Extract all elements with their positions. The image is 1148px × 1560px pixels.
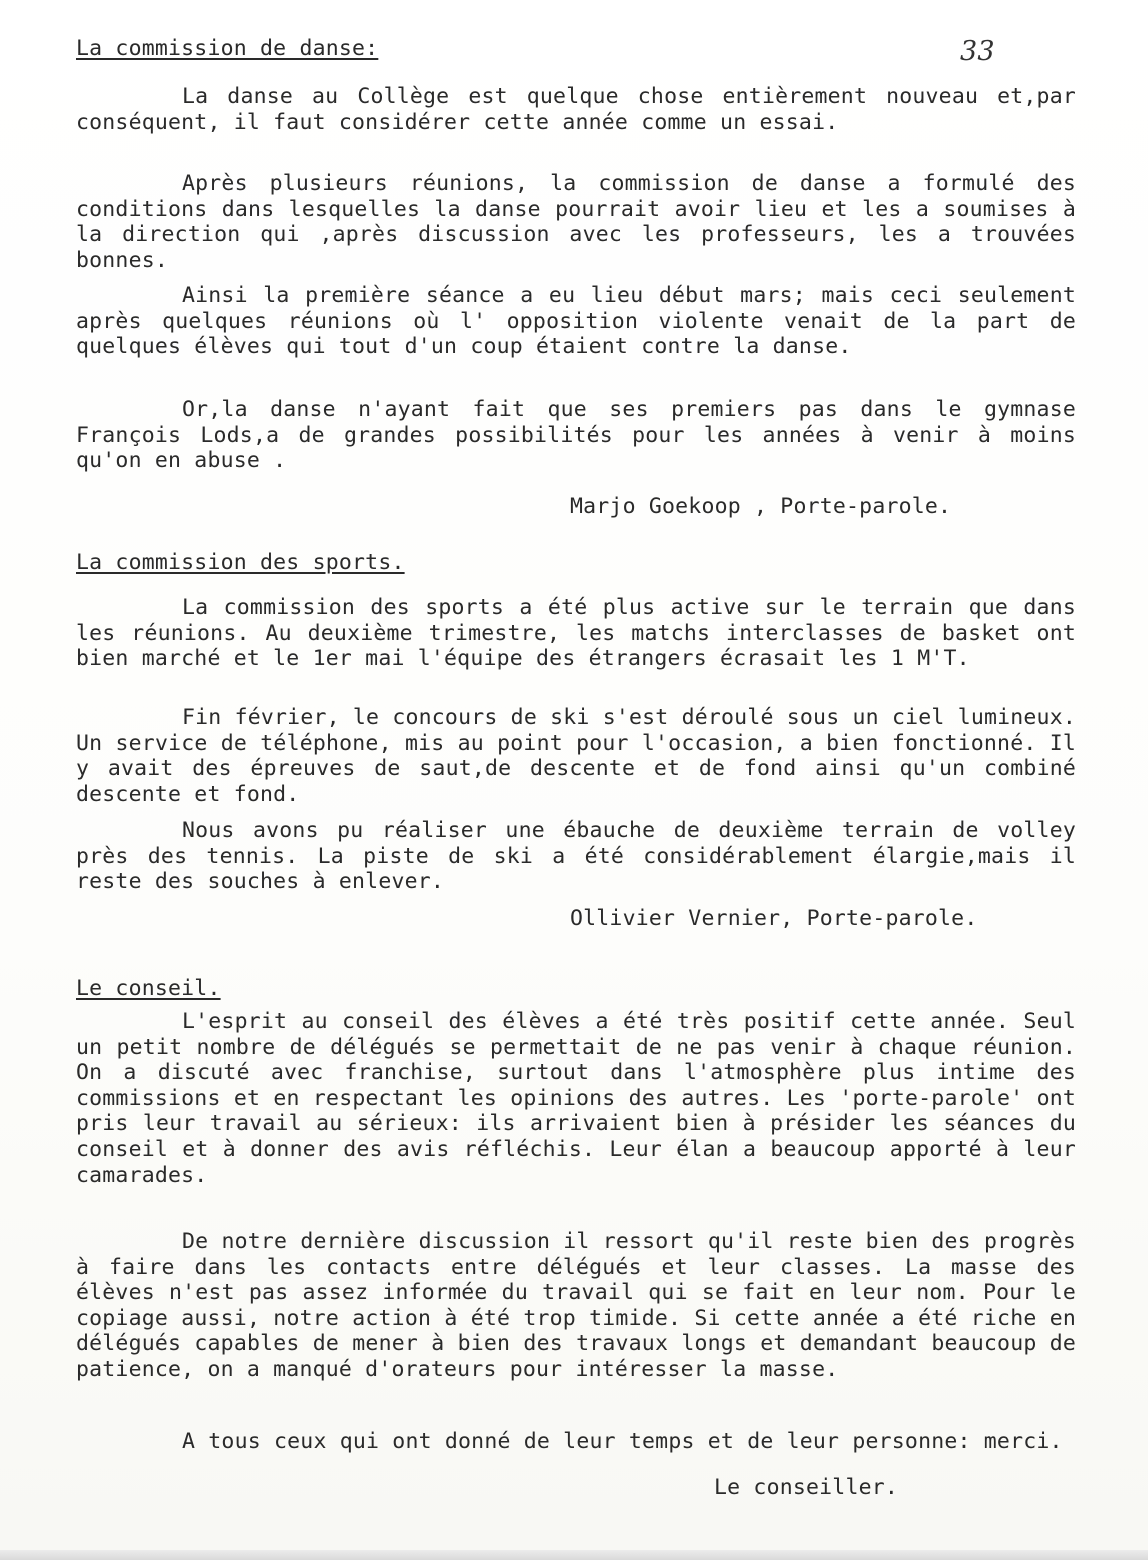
- paragraph-danse-4: Or,la danse n'ayant fait que ses premiers pas dans le gymnase François Lods,a de grandes possibilités pour les années à venir à moins qu'on en abuse .: [76, 397, 1076, 474]
- signature-danse: Marjo Goekoop , Porte-parole.: [570, 494, 952, 519]
- paragraph-conseil-1: L'esprit au conseil des élèves a été très positif cette année. Seul un petit nombre de délégués se permettait de ne pas venir à chaque réunion. On a discuté avec franchise, surtout dans l'atmosphère plus intime des commissions et en respectant les opinions des autres. Les 'porte-parole' ont pris leur travail au sérieux: ils arrivaient bien à présider les séances du conseil et à donner des avis réfléchis. Leur élan a beaucoup apporté à leur camarades.: [76, 1009, 1076, 1188]
- signature-conseil: Le conseiller.: [714, 1475, 899, 1500]
- section-heading-danse: La commission de danse:: [76, 36, 379, 61]
- paragraph-danse-2: Après plusieurs réunions, la commission de danse a formulé des conditions dans lesquelles la danse pourrait avoir lieu et les a soumises à la direction qui ,après discussion avec les professeurs, les a trouvées bonnes.: [76, 171, 1076, 273]
- paragraph-sports-3: Nous avons pu réaliser une ébauche de deuxième terrain de volley près des tennis. La piste de ski a été considérablement élargie,mais il reste des souches à enlever.: [76, 818, 1076, 895]
- page-number: 33: [960, 36, 995, 67]
- paragraph-danse-3: Ainsi la première séance a eu lieu début mars; mais ceci seulement après quelques réunions où l' opposition violente venait de la part de quelques élèves qui tout d'un coup étaient contre la danse.: [76, 283, 1076, 360]
- page-bottom-edge: [0, 1550, 1148, 1560]
- section-heading-sports: La commission des sports.: [76, 550, 405, 575]
- paragraph-danse-1: La danse au Collège est quelque chose entièrement nouveau et,par conséquent, il faut considérer cette année comme un essai.: [76, 84, 1076, 135]
- paragraph-sports-2: Fin février, le concours de ski s'est déroulé sous un ciel lumineux. Un service de téléphone, mis au point pour l'occasion, a bien fonctionné. Il y avait des épreuves de saut,de descente et de fond ainsi qu'un combiné descente et fond.: [76, 705, 1076, 807]
- section-heading-conseil: Le conseil.: [76, 976, 221, 1001]
- paragraph-conseil-3: A tous ceux qui ont donné de leur temps et de leur personne: merci.: [182, 1429, 1063, 1454]
- signature-sports: Ollivier Vernier, Porte-parole.: [570, 906, 978, 931]
- paragraph-conseil-2: De notre dernière discussion il ressort qu'il reste bien des progrès à faire dans les contacts entre délégués et leur classes. La masse des élèves n'est pas assez informée du travail qui se fait en leur nom. Pour le copiage aussi, notre action à été trop timide. Si cette année a été riche en délégués capables de mener à bien des travaux longs et demandant beaucoup de patience, on a manqué d'orateurs pour intéresser la masse.: [76, 1229, 1076, 1382]
- paragraph-sports-1: La commission des sports a été plus active sur le terrain que dans les réunions. Au deuxième trimestre, les matchs interclasses de basket ont bien marché et le 1er mai l'équipe des étrangers écrasait les 1 M'T.: [76, 595, 1076, 672]
